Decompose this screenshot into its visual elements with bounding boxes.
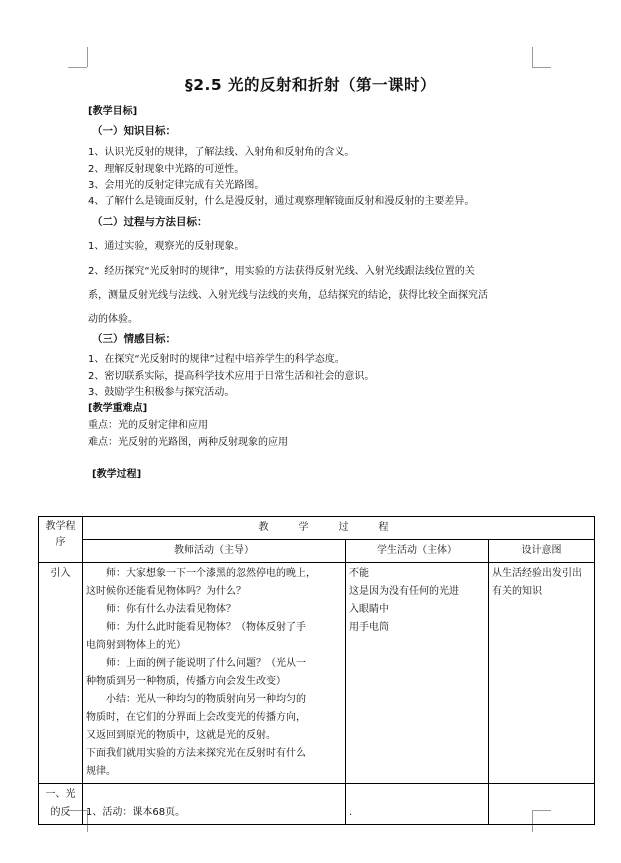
table-row	[39, 784, 595, 825]
emotion-item: 2、密切联系实际，提高科学技术应用于日常生活和社会的意识。	[88, 371, 375, 382]
crop-mark	[68, 67, 87, 68]
emotion-item: 1、在探究“光反射时的规律”过程中培养学生的科学态度。	[88, 354, 345, 365]
student-line: 入眼睛中	[349, 604, 389, 615]
student-line: 这是因为没有任何的光进	[349, 586, 459, 597]
row-teacher	[83, 563, 346, 784]
process-goal-item: 系，测量反射光线与法线、入射光线与法线的夹角，总结探究的结论，获得比较全面探究活	[88, 290, 488, 301]
emotion-heading: （三）情感目标：	[92, 333, 176, 345]
teacher-line: 规律。	[86, 766, 116, 777]
knowledge-item: 2、理解反射现象中光路的可逆性。	[88, 164, 245, 175]
important-point: 重点：光的反射定律和应用	[88, 420, 208, 431]
teacher-line: 电筒射到物体上的光）	[86, 640, 186, 651]
row-student: .	[346, 784, 489, 825]
teacher-line: 又返回到原光的物质中，这就是光的反射。	[86, 730, 276, 741]
row-student	[346, 563, 489, 784]
row-intent: 从生活经验出发引出有关的知识	[489, 563, 595, 784]
teacher-line: 这时候你还能看见物体吗？为什么？	[86, 586, 246, 597]
page-title: §2.5 光的反射和折射（第一课时）	[184, 76, 437, 94]
difficult-point: 难点：光反射的光路图，两种反射现象的应用	[88, 437, 288, 448]
process-goals-heading: （二）过程与方法目标：	[92, 216, 208, 228]
table-row	[39, 563, 595, 784]
teacher-line: 师：你有什么办法看见物体？	[106, 604, 236, 615]
process-goal-item: 动的体验。	[88, 314, 138, 325]
lesson-table	[38, 516, 595, 825]
student-line: 用手电筒	[349, 622, 389, 633]
teacher-line: 下面我们就用实验的方法来探究光在反射时有什么	[86, 748, 306, 759]
row-sequence: 一、光的反	[39, 784, 83, 825]
process-goal-item: 1、通过实验，观察光的反射现象。	[88, 241, 245, 252]
teacher-line: 物质时，在它们的分界面上会改变光的传播方向，	[86, 712, 306, 723]
emotion-item: 3、鼓励学生积极参与探究活动。	[88, 387, 235, 398]
teacher-line: 师：上面的例子能说明了什么问题？（光从一	[106, 658, 306, 669]
teacher-line: 小结：光从一种均匀的物质射向另一种均匀的	[106, 694, 306, 705]
teacher-line: 种物质到另一种物质，传播方向会发生改变）	[86, 676, 286, 687]
process-goal-item: 2、经历探究“光反射时的规律”，用实验的方法获得反射光线、入射光线跟法线位置的关	[88, 266, 475, 277]
knowledge-item: 1、认识光反射的规律，了解法线、入射角和反射角的含义。	[88, 147, 355, 158]
row-teacher: 1、活动：课本68页。	[83, 784, 346, 825]
header-teacher: 教师活动（主导）	[83, 540, 346, 563]
row-sequence: 引入	[39, 563, 83, 784]
teacher-line: 师：为什么此时能看见物体？（物体反射了手	[106, 622, 306, 633]
table-subheader-row	[39, 540, 595, 563]
crop-mark	[532, 47, 533, 67]
key-points-heading: [教学重难点]	[88, 403, 148, 414]
knowledge-item: 4、了解什么是镜面反射，什么是漫反射，通过观察理解镜面反射和漫反射的主要差异。	[88, 196, 475, 207]
teacher-line: 师：大家想象一下一个漆黑的忽然停电的晚上，	[106, 568, 316, 579]
student-line: 不能	[349, 568, 369, 579]
process-heading: [教学过程]	[92, 469, 142, 480]
header-sequence: 教学程序	[39, 517, 83, 563]
header-intent: 设计意图	[489, 540, 595, 563]
header-student: 学生活动（主体）	[346, 540, 489, 563]
crop-mark	[532, 67, 551, 68]
objectives-heading: [教学目标]	[88, 106, 138, 117]
knowledge-item: 3、会用光的反射定律完成有关光路图。	[88, 180, 265, 191]
knowledge-heading: （一）知识目标：	[92, 125, 176, 137]
table-header-row	[39, 517, 595, 540]
header-process	[83, 517, 595, 540]
crop-mark	[87, 47, 88, 67]
header-process-label: 教学过程	[258, 522, 419, 533]
row-intent	[489, 784, 595, 825]
